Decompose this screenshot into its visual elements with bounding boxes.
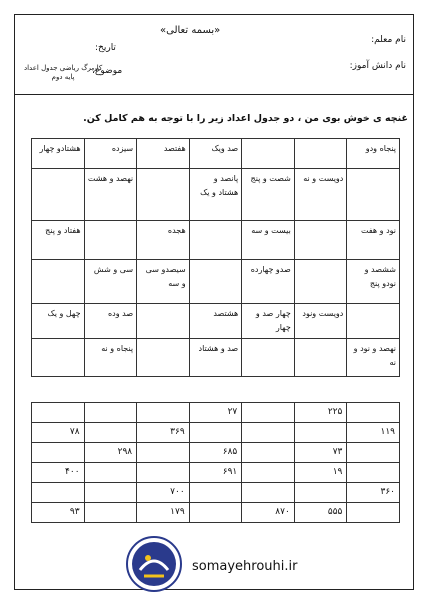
numbers-row xyxy=(32,503,400,523)
table-cell: ۱۱۹ xyxy=(347,423,400,443)
table-cell: سیزده xyxy=(84,139,137,169)
topic-line-2: پایه دوم xyxy=(51,73,75,81)
table-cell[interactable] xyxy=(189,423,242,443)
table-cell[interactable] xyxy=(137,463,190,483)
table-cell[interactable] xyxy=(347,463,400,483)
table-cell[interactable] xyxy=(242,403,295,423)
table-cell[interactable] xyxy=(294,423,347,443)
number-words-table xyxy=(31,138,400,377)
table-cell[interactable] xyxy=(189,503,242,523)
table-cell[interactable] xyxy=(242,463,295,483)
table-cell: صد وده xyxy=(84,304,137,339)
table-cell: صد و هشتاد xyxy=(189,339,242,377)
numbers-row xyxy=(32,423,400,443)
table-cell: سی و شش xyxy=(84,260,137,304)
table-cell[interactable] xyxy=(189,483,242,503)
table-cell[interactable] xyxy=(242,443,295,463)
date-label: تاریخ: xyxy=(95,43,116,53)
table-cell: صد ویک xyxy=(189,139,242,169)
numbers-row xyxy=(32,403,400,423)
words-row xyxy=(32,339,400,377)
subject-label: موضوع: xyxy=(92,66,123,76)
table-cell: دویست ونود xyxy=(294,304,347,339)
table-cell: ۵۵۵ xyxy=(294,503,347,523)
table-cell: ۲۹۸ xyxy=(84,443,137,463)
table-cell: ۷۰۰ xyxy=(137,483,190,503)
table-cell: ۲۲۵ xyxy=(294,403,347,423)
table-cell[interactable] xyxy=(84,221,137,260)
table-cell[interactable] xyxy=(137,339,190,377)
worksheet-title: «بسمه تعالی» xyxy=(160,25,221,36)
table-cell[interactable] xyxy=(347,304,400,339)
table-cell: ۶۹۱ xyxy=(189,463,242,483)
table-cell[interactable] xyxy=(137,403,190,423)
words-row xyxy=(32,221,400,260)
site-url: somayehrouhi.ir xyxy=(192,559,298,574)
table-cell[interactable] xyxy=(347,443,400,463)
numbers-row xyxy=(32,463,400,483)
table-cell: هفتاد و پنج xyxy=(32,221,85,260)
table-cell[interactable] xyxy=(32,169,85,221)
table-cell: ششصد و نودو پنج xyxy=(347,260,400,304)
table-cell: پنجاه ودو xyxy=(347,139,400,169)
words-row xyxy=(32,169,400,221)
header-divider xyxy=(14,94,414,95)
table-cell[interactable] xyxy=(84,463,137,483)
table-cell: چهار صد و چهار xyxy=(242,304,295,339)
table-cell[interactable] xyxy=(294,483,347,503)
table-cell: نهصد و هشت xyxy=(84,169,137,221)
numbers-row xyxy=(32,443,400,463)
table-cell[interactable] xyxy=(347,403,400,423)
table-cell[interactable] xyxy=(32,260,85,304)
table-cell: هشتصد xyxy=(189,304,242,339)
table-cell[interactable] xyxy=(137,169,190,221)
table-cell: ۹۳ xyxy=(32,503,85,523)
table-cell[interactable] xyxy=(242,339,295,377)
table-cell: ۶۸۵ xyxy=(189,443,242,463)
site-logo xyxy=(126,536,182,592)
table-cell: ۳۶۰ xyxy=(347,483,400,503)
table-cell[interactable] xyxy=(242,139,295,169)
table-cell: نود و هفت xyxy=(347,221,400,260)
table-cell[interactable] xyxy=(347,169,400,221)
table-cell: هجده xyxy=(137,221,190,260)
table-cell: پانصد و هشتاد و یک xyxy=(189,169,242,221)
table-cell[interactable] xyxy=(32,483,85,503)
topic-line-1: کاربرگ ریاضی جدول اعداد xyxy=(24,64,103,72)
words-row xyxy=(32,304,400,339)
table-cell[interactable] xyxy=(32,403,85,423)
table-cell: شصت و پنج xyxy=(242,169,295,221)
table-cell[interactable] xyxy=(294,221,347,260)
topic-text xyxy=(24,64,102,82)
table-cell: چهل و یک xyxy=(32,304,85,339)
numbers-row xyxy=(32,483,400,503)
table-cell: ۷۸ xyxy=(32,423,85,443)
table-cell: ۸۷۰ xyxy=(242,503,295,523)
table-cell[interactable] xyxy=(242,483,295,503)
table-cell[interactable] xyxy=(294,339,347,377)
table-cell[interactable] xyxy=(137,304,190,339)
words-row xyxy=(32,139,400,169)
table-cell: بیست و سه xyxy=(242,221,295,260)
table-cell[interactable] xyxy=(294,139,347,169)
table-cell: هفتصد xyxy=(137,139,190,169)
table-cell: دویست و نه xyxy=(294,169,347,221)
table-cell: هشتادو چهار xyxy=(32,139,85,169)
table-cell[interactable] xyxy=(189,221,242,260)
table-cell[interactable] xyxy=(242,423,295,443)
table-cell: نهصد و نود و نه xyxy=(347,339,400,377)
table-cell: ۱۷۹ xyxy=(137,503,190,523)
table-cell[interactable] xyxy=(189,260,242,304)
table-cell[interactable] xyxy=(84,503,137,523)
table-cell[interactable] xyxy=(32,339,85,377)
table-cell[interactable] xyxy=(84,403,137,423)
table-cell: ۴۰۰ xyxy=(32,463,85,483)
table-cell[interactable] xyxy=(84,483,137,503)
table-cell[interactable] xyxy=(294,260,347,304)
table-cell: ۷۳ xyxy=(294,443,347,463)
table-cell: سیصدو سی و سه xyxy=(137,260,190,304)
table-cell[interactable] xyxy=(137,443,190,463)
table-cell: ۲۷ xyxy=(189,403,242,423)
instruction-text: غنچه ی خوش بوی من ، دو جدول اعداد زیر را با توجه به هم کامل کن. xyxy=(83,113,408,124)
table-cell: صدو چهارده xyxy=(242,260,295,304)
numbers-table xyxy=(31,402,400,523)
teacher-name-label: نام معلم: xyxy=(371,35,406,45)
table-cell: پنجاه و نه xyxy=(84,339,137,377)
table-cell[interactable] xyxy=(84,423,137,443)
table-cell[interactable] xyxy=(347,503,400,523)
table-cell: ۳۶۹ xyxy=(137,423,190,443)
table-cell: ۱۹ xyxy=(294,463,347,483)
table-cell[interactable] xyxy=(32,443,85,463)
student-name-label: نام دانش آموز: xyxy=(349,61,406,71)
words-row xyxy=(32,260,400,304)
